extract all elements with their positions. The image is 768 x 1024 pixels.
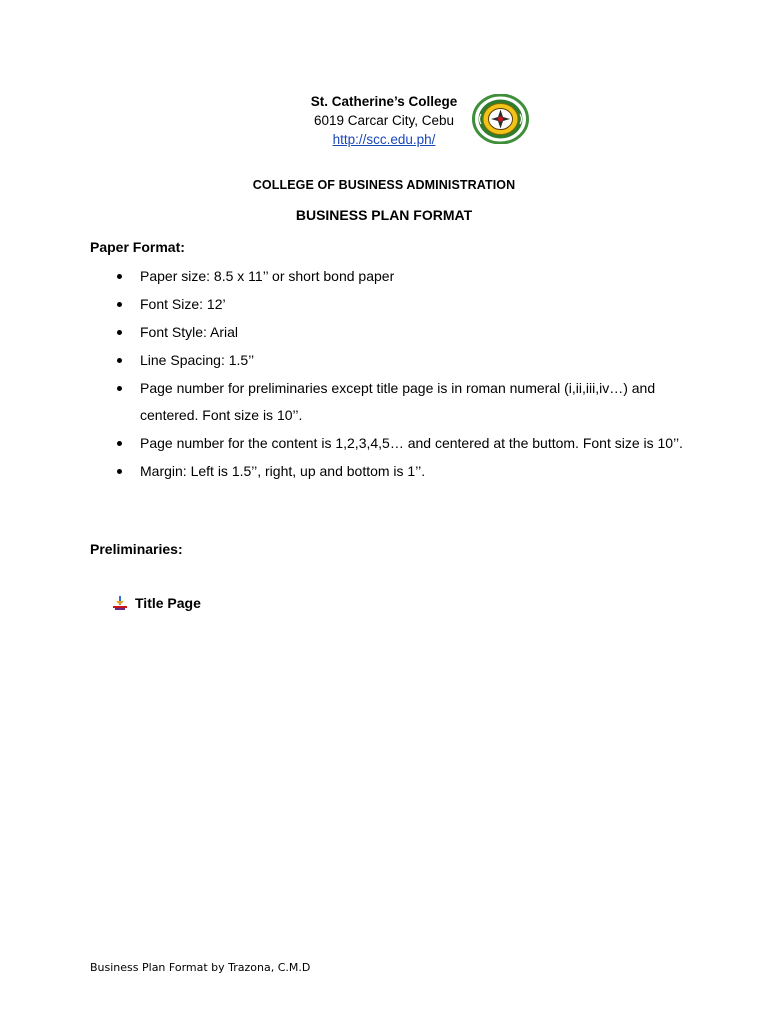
school-seal-icon xyxy=(472,94,529,144)
bullet-icon xyxy=(117,386,122,391)
bullet-icon xyxy=(117,358,122,363)
title-page-item xyxy=(113,593,201,613)
school-name: St. Catherine’s College xyxy=(310,94,458,109)
paper-format-list xyxy=(114,263,694,486)
document-title: BUSINESS PLAN FORMAT xyxy=(295,207,473,223)
list-item: Margin: Left is 1.5’’, right, up and bottom is 1’’. xyxy=(114,458,694,485)
bullet-icon xyxy=(117,469,122,474)
school-website-link[interactable]: http://scc.edu.ph/ xyxy=(332,132,436,147)
bullet-icon xyxy=(117,330,122,335)
list-item: Page number for preliminaries except title page is in roman numeral (i,ii,iii,iv…) and centered. Font size is 10’’. xyxy=(114,375,694,429)
list-item: Page number for the content is 1,2,3,4,5… and centered at the buttom. Font size is 10’’. xyxy=(114,430,694,457)
school-address: 6019 Carcar City, Cebu xyxy=(313,113,455,128)
letterhead-text xyxy=(284,92,484,149)
bullet-icon xyxy=(117,274,122,279)
bullet-icon xyxy=(117,302,122,307)
list-item: Line Spacing: 1.5’’ xyxy=(114,347,694,374)
bullet-icon xyxy=(117,441,122,446)
paper-format-heading: Paper Format: xyxy=(90,239,185,255)
title-page-label: Title Page xyxy=(135,595,201,611)
arrow-bullet-icon xyxy=(113,595,127,611)
list-item: Font Size: 12’ xyxy=(114,291,694,318)
letterhead xyxy=(0,92,768,148)
list-item: Paper size: 8.5 x 11’’ or short bond paper xyxy=(114,263,694,290)
department-heading: COLLEGE OF BUSINESS ADMINISTRATION xyxy=(252,178,516,192)
preliminaries-heading: Preliminaries: xyxy=(90,541,183,557)
list-item: Font Style: Arial xyxy=(114,319,694,346)
page-footer: Business Plan Format by Trazona, C.M.D xyxy=(90,961,311,974)
